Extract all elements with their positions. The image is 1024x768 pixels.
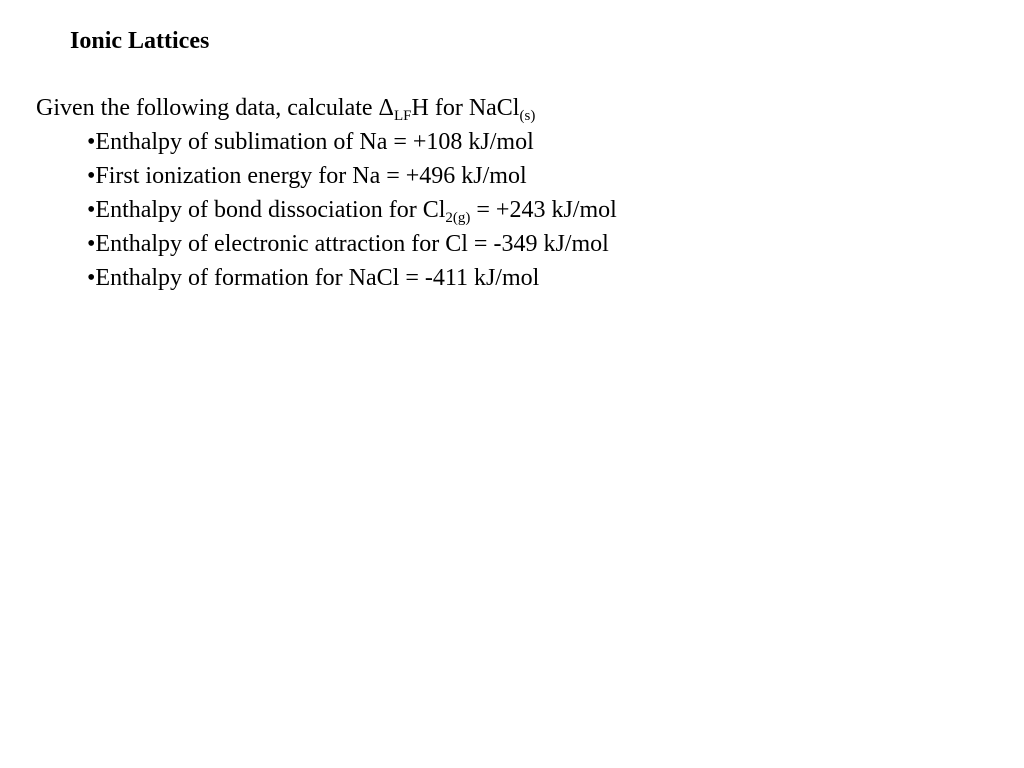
prompt-text-after-delta: H for NaCl	[411, 95, 520, 121]
list-item-text: Enthalpy of formation for NaCl = -411 kJ/mol	[95, 265, 540, 291]
bullet-glyph: •	[87, 163, 96, 189]
list-item	[87, 263, 617, 297]
list-item-text: Enthalpy of electronic attraction for Cl = -349 kJ/mol	[95, 231, 609, 257]
list-item	[87, 195, 617, 229]
bullet-glyph: •	[87, 231, 96, 257]
state-subscript: 2(g)	[445, 210, 471, 226]
delta-symbol: Δ	[378, 95, 394, 121]
list-item-text: Enthalpy of sublimation of Na = +108 kJ/mol	[95, 129, 534, 155]
data-list	[87, 127, 617, 297]
list-item-text: First ionization energy for Na = +496 kJ/mol	[95, 163, 527, 189]
list-item	[87, 127, 617, 161]
state-subscript: (s)	[519, 108, 536, 124]
bullet-glyph: •	[87, 265, 96, 291]
bullet-glyph: •	[87, 129, 96, 155]
list-item-text-after: = +243 kJ/mol	[470, 197, 617, 223]
delta-subscript: LF	[393, 108, 412, 124]
list-item-text: Enthalpy of bond dissociation for Cl	[95, 197, 446, 223]
problem-prompt	[36, 93, 535, 123]
list-item	[87, 161, 617, 195]
slide-title: Ionic Lattices	[70, 28, 210, 54]
prompt-text: Given the following data, calculate	[36, 95, 379, 121]
list-item	[87, 229, 617, 263]
bullet-glyph: •	[87, 197, 96, 223]
